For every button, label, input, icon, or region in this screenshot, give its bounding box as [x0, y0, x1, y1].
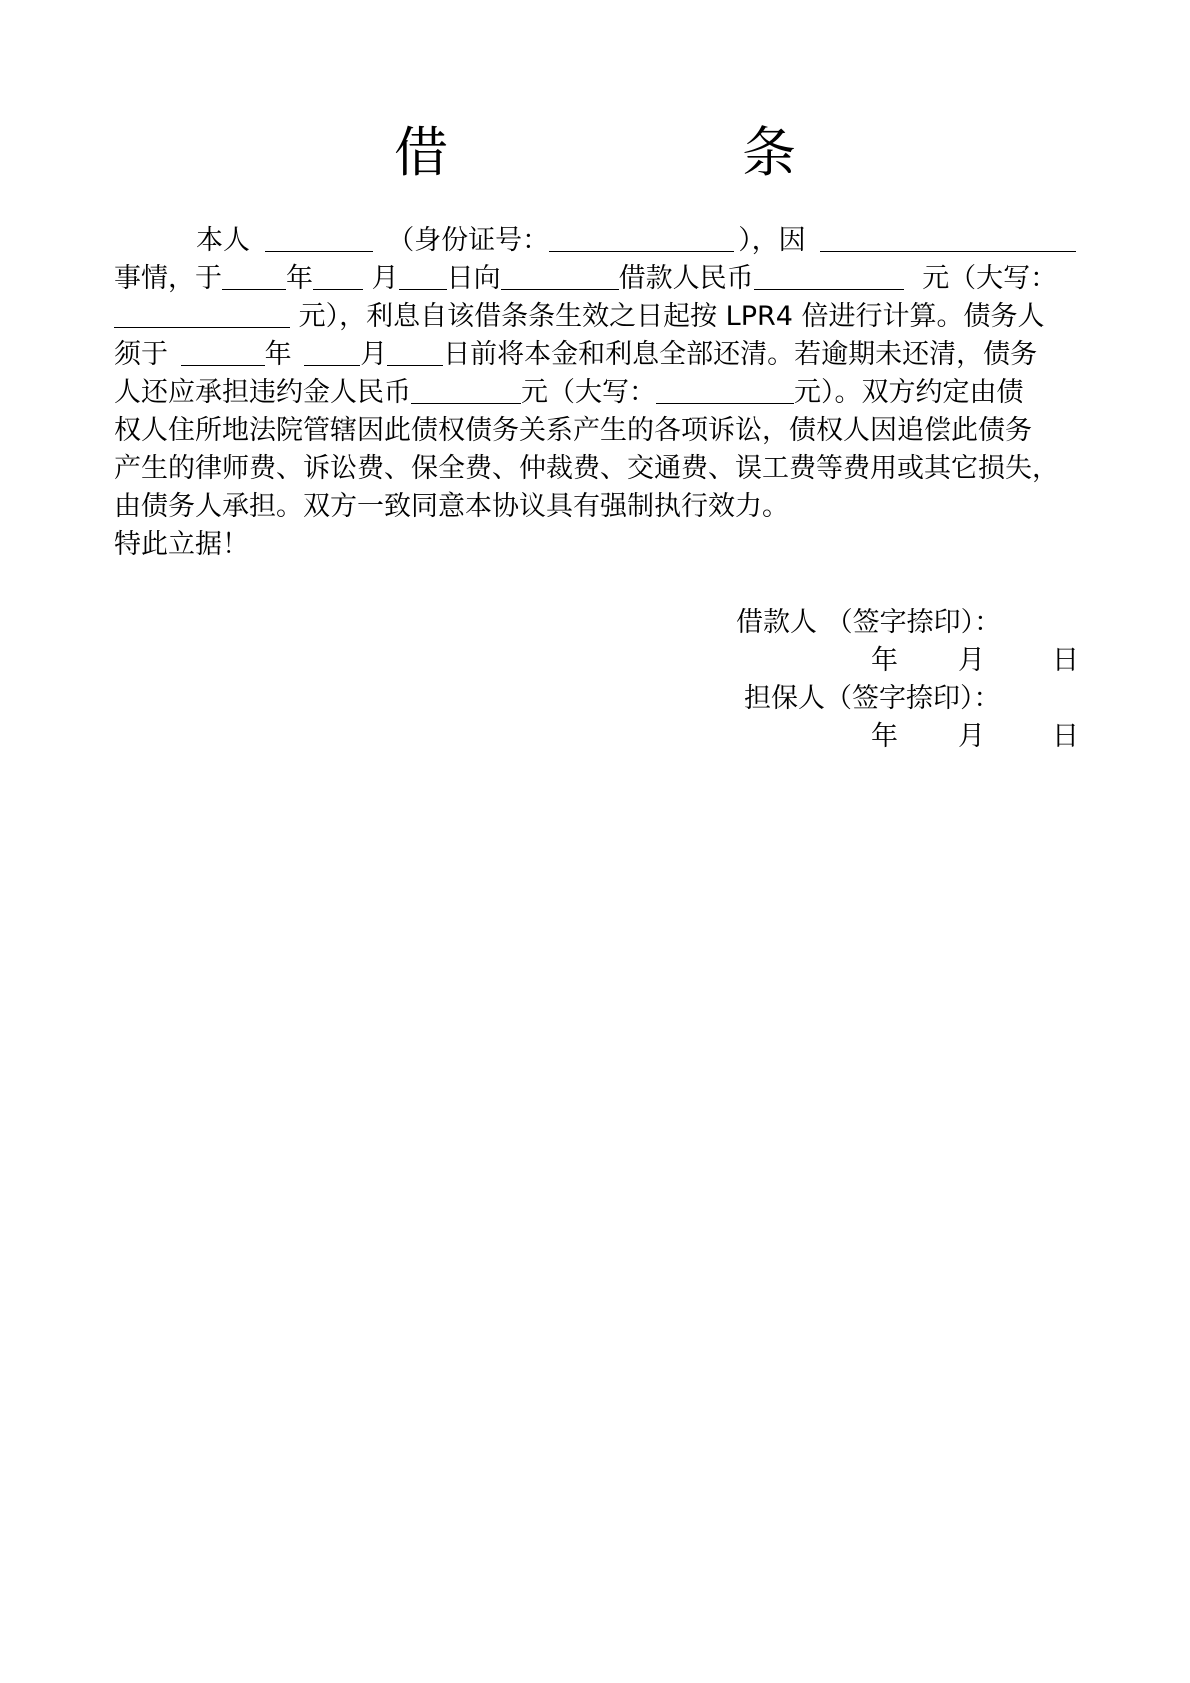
borrower-signature-label[interactable]: 借款人 （签字捺印）： [736, 607, 1002, 638]
loan-year-blank[interactable] [222, 262, 286, 290]
repay-day-blank[interactable] [387, 338, 443, 366]
borrower-date-year: 年 [871, 645, 898, 676]
loan-amount-blank[interactable] [754, 262, 904, 290]
guarantor-date-day: 日 [1052, 721, 1079, 752]
body-line-4: 须于 年 月 日前将本金和利息全部还清。若逾期未还清，债务 [114, 339, 1038, 370]
body-line-3: 元），利息自该借条条生效之日起按 LPR4 倍进行计算。债务人 [114, 298, 1094, 336]
body-line-9: 特此立据！ [114, 529, 249, 560]
borrower-date-day: 日 [1052, 645, 1079, 676]
document-body [114, 222, 1094, 564]
loan-day-blank[interactable] [399, 262, 447, 290]
body-line-6: 权人住所地法院管辖因此债权债务关系产生的各项诉讼，债权人因追偿此债务 [114, 415, 1032, 446]
loan-amount-words-blank[interactable] [114, 300, 290, 328]
guarantor-date-year: 年 [871, 721, 898, 752]
body-line-8: 由债务人承担。双方一致同意本协议具有强制执行效力。 [114, 491, 789, 522]
loan-month-blank[interactable] [313, 262, 363, 290]
penalty-amount-blank[interactable] [411, 376, 521, 404]
reason-blank[interactable] [820, 224, 1076, 252]
penalty-amount-words-blank[interactable] [656, 376, 794, 404]
guarantor-signature-label[interactable]: 担保人（签字捺印）： [744, 683, 1001, 714]
borrower-name-blank[interactable] [265, 224, 373, 252]
body-line-1: 本人 （身份证号： ），因 [114, 222, 1094, 260]
guarantor-date-row [0, 718, 1190, 756]
repay-year-blank[interactable] [181, 338, 265, 366]
body-line-5: 人还应承担违约金人民币 元（大写： 元）。双方约定由债 [114, 377, 1024, 408]
id-number-blank[interactable] [549, 224, 734, 252]
body-line-7: 产生的律师费、诉讼费、保全费、仲裁费、交通费、误工费等费用或其它损失， [114, 453, 1059, 484]
borrower-date-month: 月 [958, 645, 985, 676]
borrower-date-row [0, 642, 1190, 680]
document-title: 借 条 [394, 121, 858, 184]
repay-month-blank[interactable] [304, 338, 360, 366]
lender-name-blank[interactable] [501, 262, 619, 290]
body-line-2: 事情，于 年 月 日向 借款人民币 元（大写： [114, 263, 1058, 294]
guarantor-date-month: 月 [958, 721, 985, 752]
